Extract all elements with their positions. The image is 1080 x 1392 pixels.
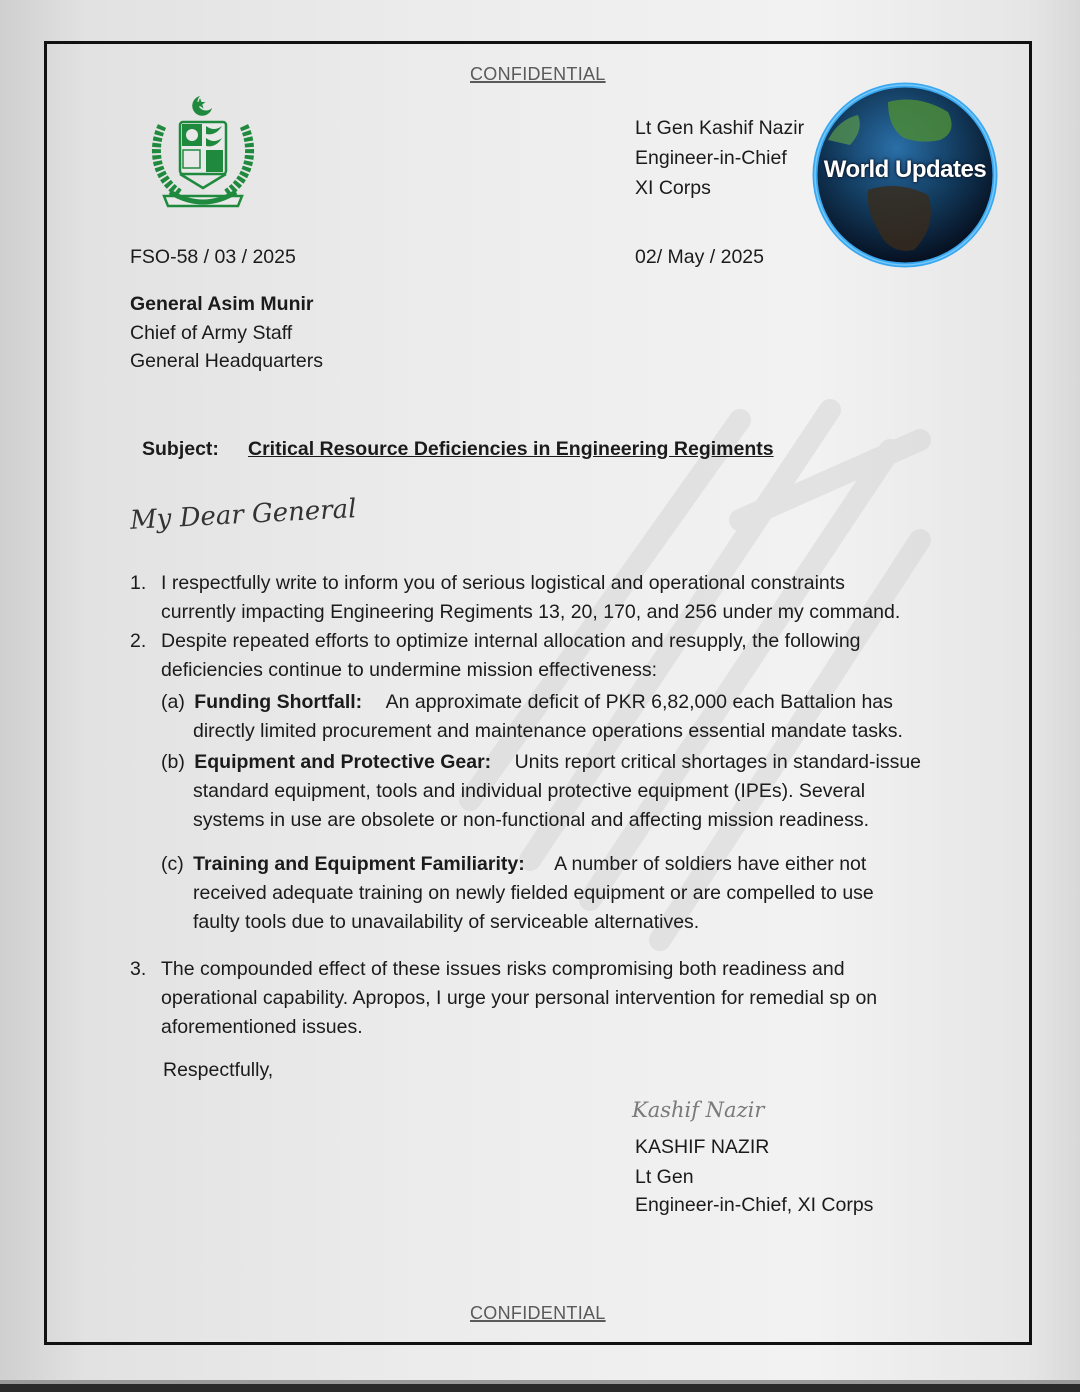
paragraph-line: currently impacting Engineering Regiments 13, 20, 170, and 256 under my command.: [161, 601, 901, 623]
subitem-line: directly limited procurement and maintenance operations essential mandate tasks.: [193, 720, 903, 742]
signature-handwritten: Kashif Nazir: [632, 1098, 765, 1122]
subitem-line: faulty tools due to unavailability of serviceable alternatives.: [193, 911, 700, 933]
recipient-name: General Asim Munir: [130, 293, 314, 315]
salutation-handwritten: My Dear General: [129, 494, 358, 536]
letter-date: 02/ May / 2025: [635, 246, 764, 268]
paragraph-number: 2.: [130, 630, 147, 652]
paragraph-3: [130, 955, 877, 1042]
paragraph-2: [130, 627, 861, 685]
sender-name: Lt Gen Kashif Nazir: [635, 117, 805, 139]
subitem-text: Units report critical shortages in standard-issue: [514, 751, 922, 773]
paragraph-line: The compounded effect of these issues risks compromising both readiness and: [161, 958, 845, 980]
signatory-appointment: Engineer-in-Chief, XI Corps: [635, 1194, 874, 1216]
closing: Respectfully,: [163, 1059, 274, 1081]
paragraph-1: [130, 569, 900, 627]
subitem-heading: Training and Equipment Familiarity:: [193, 853, 525, 875]
subitem-line: received adequate training on newly fielded equipment or are compelled to use: [193, 882, 874, 904]
subitem-text: A number of soldiers have either not: [554, 853, 867, 875]
state-emblem-icon: [150, 92, 256, 214]
subitem-b: [161, 748, 921, 835]
globe-label: World Updates: [823, 156, 987, 183]
paragraph-number: 1.: [130, 572, 147, 594]
recipient-designation: Chief of Army Staff: [130, 322, 293, 344]
signatory-name: KASHIF NAZIR: [635, 1136, 770, 1158]
paragraph-line: aforementioned issues.: [161, 1016, 363, 1038]
world-updates-logo: [808, 80, 1002, 270]
subject-title: Critical Resource Deficiencies in Engineering Regiments: [248, 438, 774, 460]
subitem-text: An approximate deficit of PKR 6,82,000 each Battalion has: [385, 691, 893, 713]
subitem-c: [161, 850, 874, 937]
paragraph-line: operational capability. Apropos, I urge your personal intervention for remedial sp on: [161, 987, 878, 1009]
classification-footer: CONFIDENTIAL: [470, 1303, 606, 1323]
paragraph-number: 3.: [130, 958, 147, 980]
sender-designation: Engineer-in-Chief: [635, 147, 787, 169]
page-edge: [0, 1384, 1080, 1392]
subitem-line: standard equipment, tools and individual protective equipment (IPEs). Several: [193, 780, 866, 802]
subitem-a: [161, 688, 903, 746]
subitem-line: systems in use are obsolete or non-functional and affecting mission readiness.: [193, 809, 870, 831]
subject-label: Subject:: [142, 438, 219, 460]
subitem-heading: Equipment and Protective Gear:: [194, 751, 492, 773]
paragraph-line: Despite repeated efforts to optimize internal allocation and resupply, the following: [161, 630, 861, 652]
sender-unit: XI Corps: [635, 177, 711, 199]
paragraph-line: I respectfully write to inform you of serious logistical and operational constraints: [161, 572, 845, 594]
reference-number: FSO-58 / 03 / 2025: [130, 246, 296, 268]
subitem-label: (c): [161, 853, 184, 875]
subitem-label: (a): [161, 691, 185, 713]
paragraph-line: deficiencies continue to undermine mission effectiveness:: [161, 659, 658, 681]
subitem-label: (b): [161, 751, 185, 773]
recipient-office: General Headquarters: [130, 350, 323, 372]
classification-header: CONFIDENTIAL: [470, 64, 606, 84]
signatory-rank: Lt Gen: [635, 1166, 694, 1188]
subitem-heading: Funding Shortfall:: [194, 691, 363, 713]
